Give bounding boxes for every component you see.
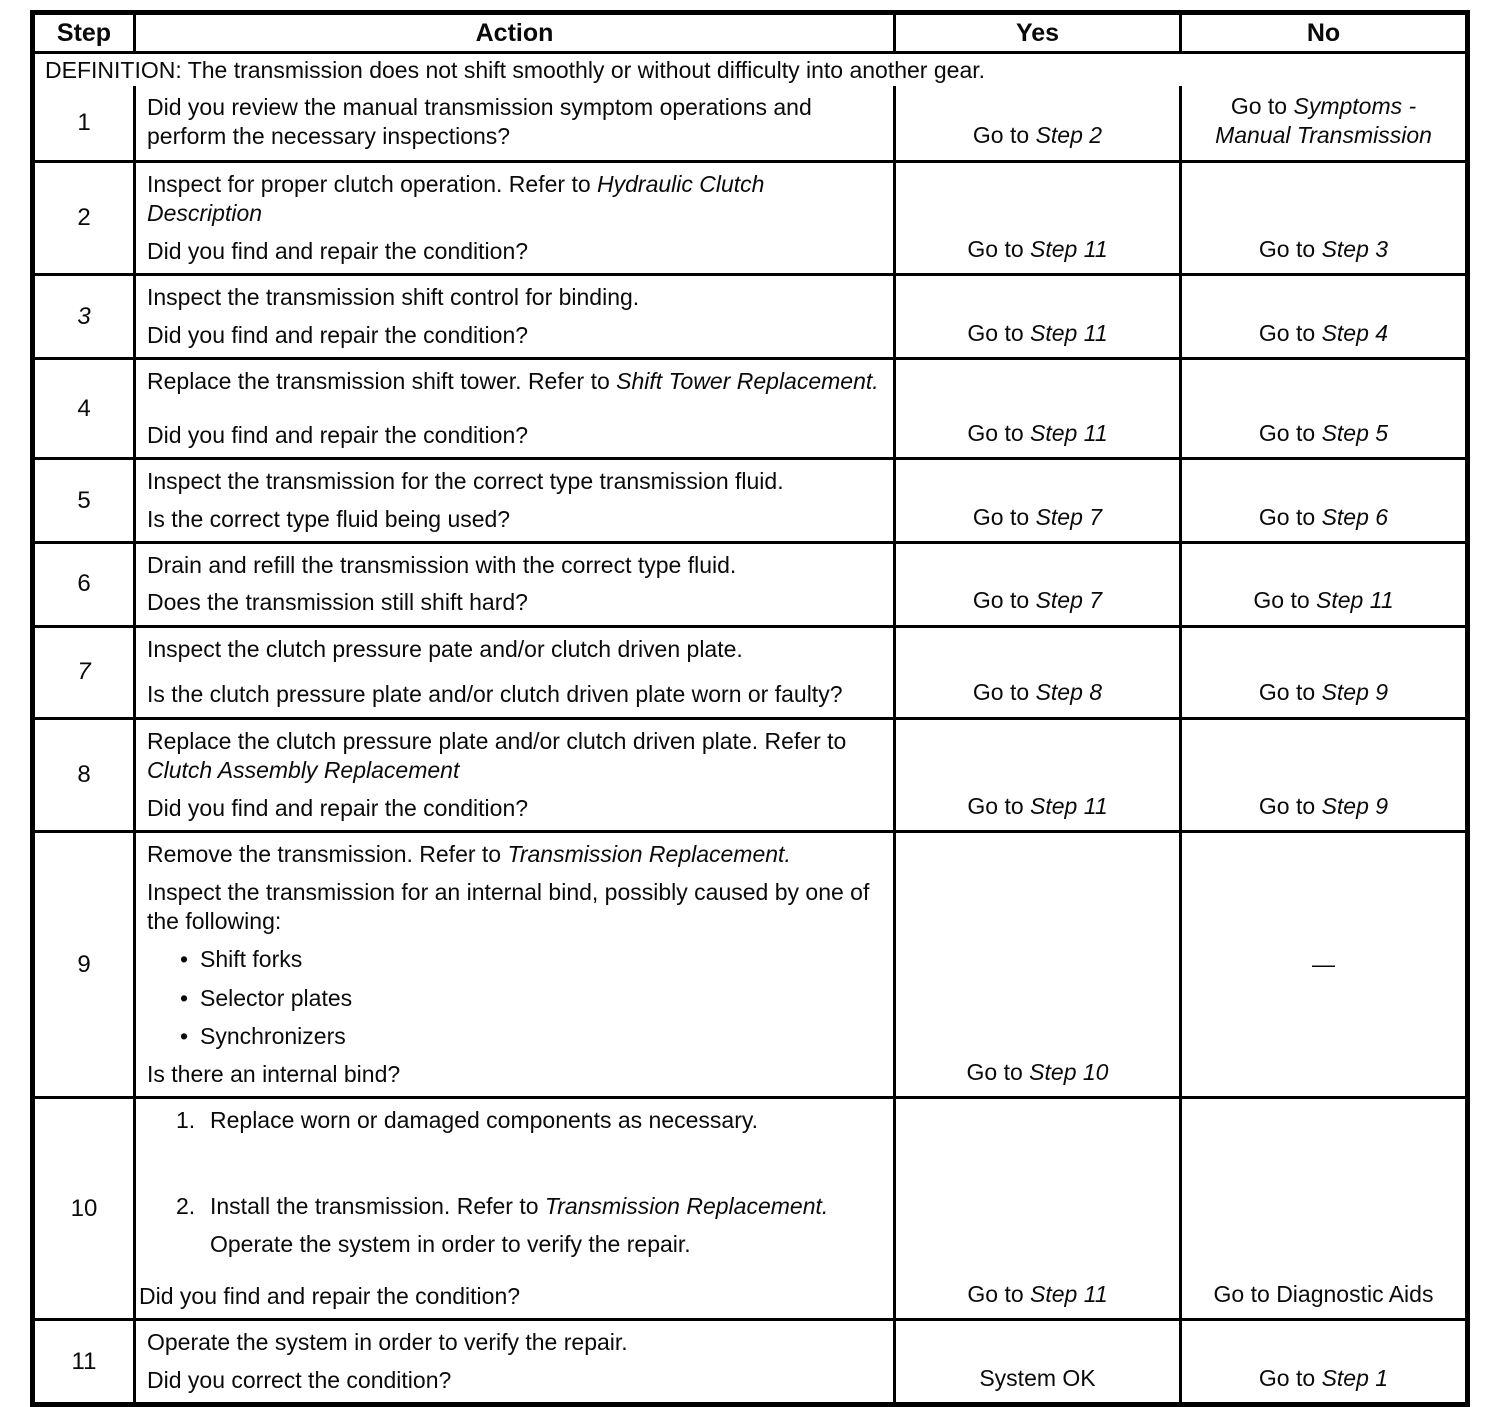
text-segment: Transmission Replacement.: [544, 1192, 829, 1219]
action-paragraph: [136, 878, 885, 937]
action-cell: [133, 86, 893, 160]
text-segment: Go to: [967, 419, 1031, 446]
text-segment: Step 11: [1316, 587, 1394, 614]
text-segment: Is there an internal bind?: [147, 1060, 401, 1087]
no-cell: [1179, 1099, 1465, 1318]
table-body: [35, 86, 1465, 1402]
text-segment: Go to: [1258, 679, 1322, 706]
action-question: [136, 229, 885, 266]
text-segment: Step 11: [1030, 235, 1108, 262]
text-segment: Go to: [966, 1058, 1030, 1085]
yes-text: [967, 1058, 1109, 1087]
step-cell: [35, 720, 133, 830]
action-cell: [133, 720, 893, 830]
no-text: [1192, 92, 1455, 151]
text-segment: Is the clutch pressure plate and/or clutch driven plate worn or faulty?: [147, 681, 843, 708]
no-cell: [1179, 628, 1465, 717]
no-text: [1253, 586, 1393, 615]
table-row: [35, 1318, 1465, 1402]
yes-text: [973, 678, 1102, 707]
text-segment: Step 3: [1321, 235, 1389, 262]
text-segment: Did you find and repair the condition?: [139, 1282, 521, 1309]
yes-text: [973, 586, 1102, 615]
definition-row: [35, 51, 1465, 86]
text-segment: Inspect the clutch pressure pate and/or clutch driven plate.: [147, 635, 743, 662]
text-segment: Clutch Assembly Replacement: [147, 757, 460, 784]
text-segment: Go to: [972, 587, 1036, 614]
step-cell: [35, 163, 133, 273]
no-text: [1259, 419, 1388, 448]
bullet-text: [200, 1022, 346, 1051]
text-segment: Did you correct the condition?: [147, 1366, 452, 1393]
action-cell: [133, 276, 893, 357]
action-paragraph: [136, 467, 885, 496]
no-cell: [1179, 360, 1465, 457]
yes-text: [967, 792, 1107, 821]
item-text: [210, 1192, 885, 1221]
text-segment: Drain and refill the transmission with the correct type fluid.: [147, 551, 737, 578]
action-paragraph: [136, 93, 885, 152]
text-segment: Go to: [1258, 1364, 1322, 1391]
no-cell: [1179, 1321, 1465, 1402]
action-cell: [133, 163, 893, 273]
bullet-icon: •: [180, 1023, 189, 1050]
text-segment: Did you find and repair the condition?: [147, 237, 529, 264]
bullet-icon: •: [180, 946, 189, 973]
no-text: [1259, 1364, 1388, 1393]
text-segment: Step 4: [1321, 319, 1389, 346]
table-row: [35, 457, 1465, 541]
step-cell: [35, 833, 133, 1096]
action-paragraph: [136, 840, 885, 869]
table-row: [35, 160, 1465, 273]
text-segment: Step 5: [1321, 419, 1389, 446]
yes-cell: [893, 720, 1179, 830]
step-number: 9: [77, 950, 91, 978]
yes-text: [973, 503, 1102, 532]
table-row: [35, 717, 1465, 830]
no-text: [1259, 678, 1388, 707]
step-cell: [35, 360, 133, 457]
definition-text: DEFINITION: The transmission does not shift smoothly or without difficulty into another gear.: [45, 56, 986, 83]
table-row: [35, 625, 1465, 717]
text-segment: Go to: [967, 1280, 1031, 1307]
yes-text: [967, 319, 1107, 348]
text-segment: Step 2: [1035, 122, 1103, 149]
action-cell: [133, 628, 893, 717]
yes-cell: [893, 163, 1179, 273]
text-segment: Go to: [1258, 319, 1322, 346]
table-row: [35, 541, 1465, 625]
text-segment: Go to: [972, 679, 1036, 706]
step-number: 2: [77, 204, 91, 232]
action-paragraph: [136, 635, 885, 664]
text-segment: Did you find and repair the condition?: [147, 794, 529, 821]
continuation-text: [136, 1230, 885, 1259]
text-segment: System OK: [979, 1364, 1096, 1391]
text-segment: Did you review the manual transmission symptom operations and perform the necessary inspections?: [147, 94, 812, 150]
action-question: [136, 580, 885, 617]
action-paragraph: [136, 283, 885, 312]
no-text: [1312, 950, 1335, 979]
step-number: 7: [77, 658, 91, 686]
text-segment: Synchronizers: [200, 1023, 346, 1050]
text-segment: Go to: [1253, 587, 1317, 614]
text-segment: Go to: [972, 503, 1036, 530]
no-cell: [1179, 544, 1465, 625]
yes-cell: [893, 1321, 1179, 1402]
text-segment: Step 7: [1035, 503, 1103, 530]
bullet-item: [136, 1022, 885, 1051]
text-segment: Does the transmission still shift hard?: [147, 589, 528, 616]
step-number: 6: [77, 570, 91, 598]
text-segment: Inspect the transmission for an internal bind, possibly caused by one of the following:: [147, 878, 870, 934]
step-number: 3: [77, 302, 91, 330]
text-segment: Shift forks: [200, 946, 303, 973]
column-header-step: Step: [56, 18, 112, 47]
column-header-yes: Yes: [893, 15, 1179, 51]
text-segment: Step 8: [1035, 679, 1103, 706]
text-segment: Go to: [1258, 792, 1322, 819]
text-segment: Step 10: [1029, 1058, 1109, 1085]
table-row: [35, 273, 1465, 357]
bullet-item: [136, 945, 885, 974]
step-number: 10: [70, 1194, 98, 1222]
action-paragraph: [136, 367, 885, 396]
text-segment: Transmission Replacement.: [507, 841, 791, 868]
action-paragraph: [136, 1328, 885, 1357]
text-segment: Step 7: [1035, 587, 1103, 614]
step-number: 1: [77, 108, 91, 136]
text-segment: Go to: [1258, 503, 1322, 530]
text-segment: Replace the transmission shift tower. Refer to: [147, 368, 617, 395]
step-cell: [35, 460, 133, 541]
table-row: [35, 86, 1465, 160]
action-cell: [133, 360, 893, 457]
action-paragraph: [136, 170, 885, 229]
step-cell: [35, 86, 133, 160]
yes-text: [967, 1280, 1107, 1309]
table-row: [35, 1096, 1465, 1318]
numbered-item: [136, 1192, 885, 1221]
yes-cell: [893, 833, 1179, 1096]
action-question: [136, 1274, 885, 1311]
step-number: 4: [77, 394, 91, 422]
text-segment: Inspect the transmission shift control for binding.: [147, 284, 640, 311]
action-question: [136, 672, 885, 709]
action-question: [136, 313, 885, 350]
text-segment: Inspect the transmission for the correct type transmission fluid.: [147, 468, 784, 495]
text-segment: Install the transmission. Refer to: [210, 1192, 545, 1219]
text-segment: Go to: [1258, 235, 1322, 262]
text-segment: Step 11: [1030, 1280, 1108, 1307]
step-cell: [35, 1321, 133, 1402]
text-segment: Go to: [967, 319, 1031, 346]
text-segment: Inspect for proper clutch operation. Refer to: [147, 170, 598, 197]
column-header-no: No: [1179, 15, 1465, 51]
text-segment: Go to: [1258, 419, 1322, 446]
action-cell: [133, 1099, 893, 1318]
yes-text: [979, 1364, 1095, 1393]
diagnostic-table: [30, 10, 1470, 1407]
no-cell: [1179, 460, 1465, 541]
text-segment: Step 1: [1321, 1364, 1389, 1391]
text-segment: Step 9: [1321, 792, 1389, 819]
text-segment: Shift Tower Replacement.: [616, 368, 879, 395]
text-segment: Did you find and repair the condition?: [147, 421, 529, 448]
yes-cell: [893, 460, 1179, 541]
action-question: [136, 786, 885, 823]
no-text: [1259, 235, 1388, 264]
text-segment: Symptoms - Manual Transmission: [1215, 93, 1432, 149]
bullet-item: [136, 984, 885, 1013]
table-row: [35, 357, 1465, 457]
text-segment: Go to: [972, 122, 1036, 149]
text-segment: Operate the system in order to verify the repair.: [210, 1231, 691, 1258]
no-cell: [1179, 276, 1465, 357]
text-segment: Hydraulic Clutch Description: [147, 170, 765, 227]
yes-cell: [893, 544, 1179, 625]
action-question: [136, 1358, 885, 1395]
yes-cell: [893, 86, 1179, 160]
action-question: [136, 413, 885, 450]
action-paragraph: [136, 551, 885, 580]
no-text: [1259, 319, 1388, 348]
text-segment: Replace the clutch pressure plate and/or clutch driven plate. Refer to: [147, 727, 847, 754]
table-row: [35, 830, 1465, 1096]
text-segment: Step 11: [1030, 792, 1108, 819]
table-header-row: [35, 15, 1465, 51]
step-cell: [35, 628, 133, 717]
bullet-text: [200, 984, 352, 1013]
bullet-icon: •: [180, 984, 189, 1011]
step-number: 5: [77, 486, 91, 514]
yes-text: [967, 235, 1107, 264]
step-cell: [35, 1099, 133, 1318]
action-cell: [133, 833, 893, 1096]
item-number: 1.: [176, 1107, 196, 1134]
action-question: [136, 1052, 885, 1089]
text-segment: Is the correct type fluid being used?: [147, 505, 511, 532]
action-paragraph: [136, 727, 885, 786]
text-segment: Go to Diagnostic Aids: [1213, 1280, 1434, 1307]
yes-cell: [893, 360, 1179, 457]
yes-cell: [893, 276, 1179, 357]
text-segment: Selector plates: [200, 984, 353, 1011]
bullet-text: [200, 945, 302, 974]
action-cell: [133, 460, 893, 541]
text-segment: Go to: [1230, 93, 1294, 119]
no-text: [1259, 503, 1388, 532]
yes-text: [967, 419, 1107, 448]
yes-cell: [893, 1099, 1179, 1318]
step-number: 11: [71, 1347, 97, 1375]
text-segment: Go to: [967, 792, 1031, 819]
text-segment: Replace worn or damaged components as necessary.: [210, 1107, 759, 1134]
text-segment: Remove the transmission. Refer to: [147, 841, 508, 868]
text-segment: Step 11: [1030, 319, 1108, 346]
step-number: 8: [77, 760, 91, 788]
step-cell: [35, 544, 133, 625]
no-cell: [1179, 833, 1465, 1096]
text-segment: —: [1312, 950, 1335, 977]
yes-cell: [893, 628, 1179, 717]
column-header-action: Action: [133, 15, 893, 51]
no-text: [1259, 792, 1388, 821]
no-cell: [1179, 720, 1465, 830]
no-text: [1214, 1280, 1434, 1309]
text-segment: Go to: [967, 235, 1031, 262]
yes-text: [973, 121, 1102, 150]
action-cell: [133, 1321, 893, 1402]
item-number: 2.: [176, 1192, 196, 1219]
no-cell: [1179, 86, 1465, 160]
text-segment: Step 9: [1321, 679, 1389, 706]
action-cell: [133, 544, 893, 625]
text-segment: Step 11: [1030, 419, 1108, 446]
no-cell: [1179, 163, 1465, 273]
action-question: [136, 497, 885, 534]
text-segment: Step 6: [1321, 503, 1389, 530]
numbered-item: [136, 1106, 885, 1135]
item-text: [210, 1106, 885, 1135]
text-segment: Operate the system in order to verify the repair.: [147, 1329, 628, 1356]
step-cell: [35, 276, 133, 357]
text-segment: Did you find and repair the condition?: [147, 321, 529, 348]
